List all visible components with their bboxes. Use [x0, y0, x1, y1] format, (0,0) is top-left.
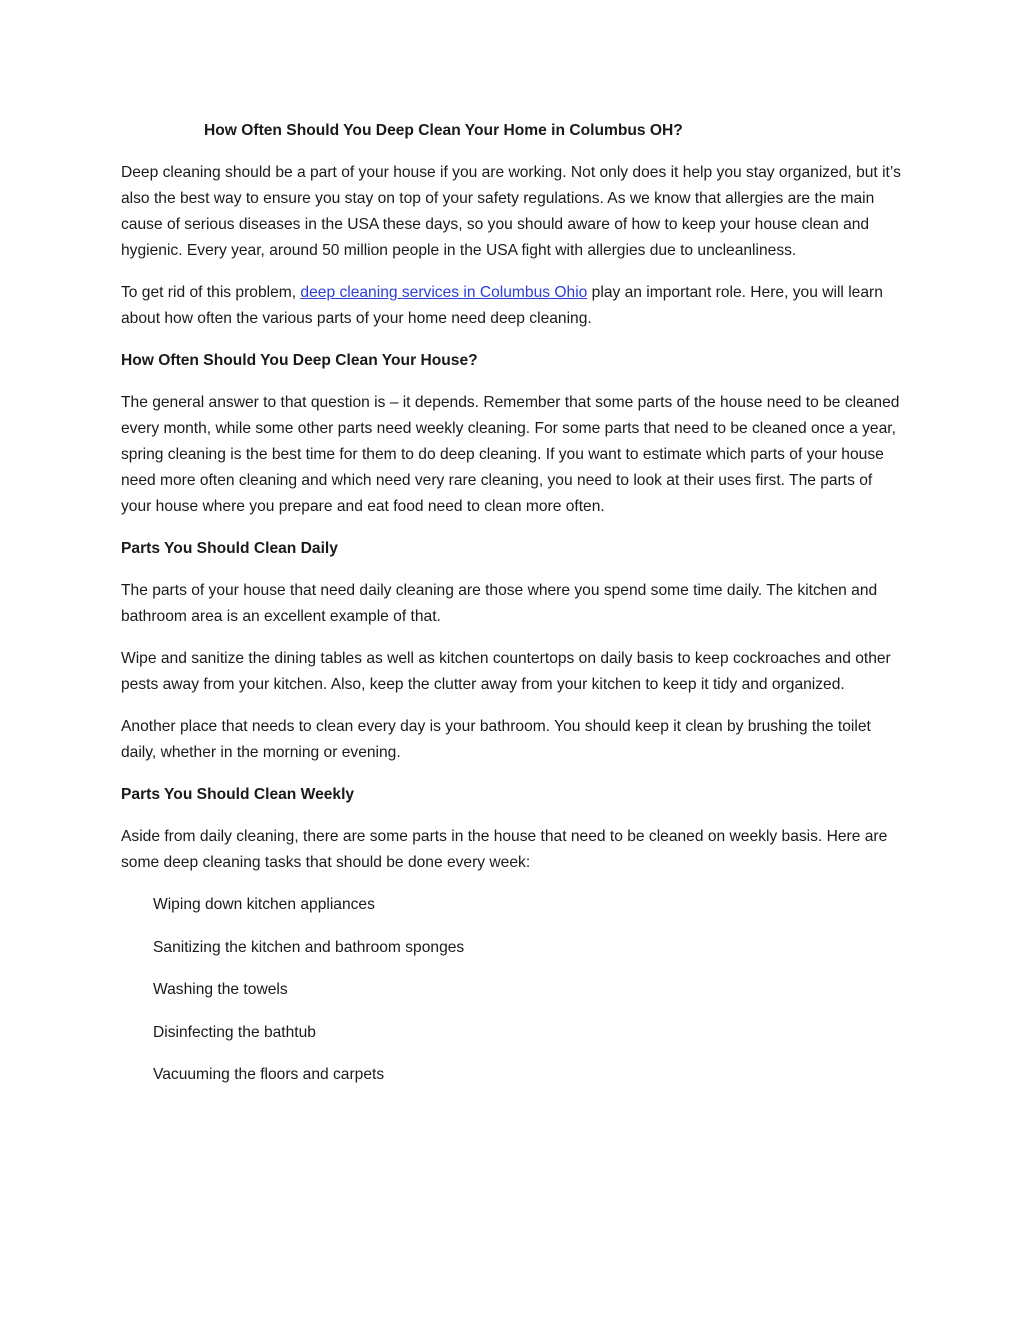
heading-clean-daily: Parts You Should Clean Daily [121, 540, 338, 557]
heading-how-often: How Often Should You Deep Clean Your House? [121, 352, 478, 369]
bathroom-paragraph: Another place that needs to clean every day is your bathroom. You should keep it clean by brushing the toilet daily, whether in the morning or evening. [121, 718, 871, 761]
deep-cleaning-services-link[interactable]: deep cleaning services in Columbus Ohio [300, 284, 588, 301]
list-item: Wiping down kitchen appliances [153, 896, 375, 913]
weekly-intro-paragraph: Aside from daily cleaning, there are some parts in the house that need to be cleaned on weekly basis. Here are some deep cleaning tasks that should be done every week: [121, 828, 888, 871]
services-paragraph [121, 280, 906, 332]
list-item: Washing the towels [153, 981, 288, 999]
list-item: Disinfecting the bathtub [153, 1023, 316, 1041]
weekly-tasks-list [121, 892, 906, 1088]
heading-clean-weekly: Parts You Should Clean Weekly [121, 786, 355, 803]
general-answer-paragraph: The general answer to that question is – it depends. Remember that some parts of the house need to be cleaned every month, while some other parts need weekly cleaning. For some parts that need to be cleaned once a year, spring cleaning is the best time for them to do deep cleaning. If you want to estimate which parts of your house need more often cleaning and which need very rare cleaning, you need to look at their uses first. The parts of your house where you prepare and eat food need to clean more often. [121, 394, 900, 515]
intro-paragraph: Deep cleaning should be a part of your house if you are working. Not only does it help you stay organized, but it’s also the best way to ensure you stay on top of your safety regulations. As we know that allergies are the main cause of serious diseases in the USA these days, so you should aware of how to keep your house clean and hygienic. Every year, around 50 million people in the USA fight with allergies due to uncleanliness. [121, 164, 901, 259]
services-paragraph-after: play an important role. Here, you will learn about how often the various parts of your home need deep cleaning. [121, 284, 883, 327]
list-item: Sanitizing the kitchen and bathroom sponges [153, 938, 465, 956]
list-item: Vacuuming the floors and carpets [153, 1066, 385, 1084]
daily-intro-paragraph: The parts of your house that need daily cleaning are those where you spend some time daily. The kitchen and bathroom area is an excellent example of that. [121, 582, 878, 625]
document-body [121, 118, 906, 1105]
document-title: How Often Should You Deep Clean Your Home in Columbus OH? [204, 122, 683, 139]
kitchen-paragraph: Wipe and sanitize the dining tables as well as kitchen countertops on daily basis to keep cockroaches and other pests away from your kitchen. Also, keep the clutter away from your kitchen to keep it tidy and organized. [121, 650, 891, 693]
services-paragraph-before: To get rid of this problem, [121, 284, 301, 301]
